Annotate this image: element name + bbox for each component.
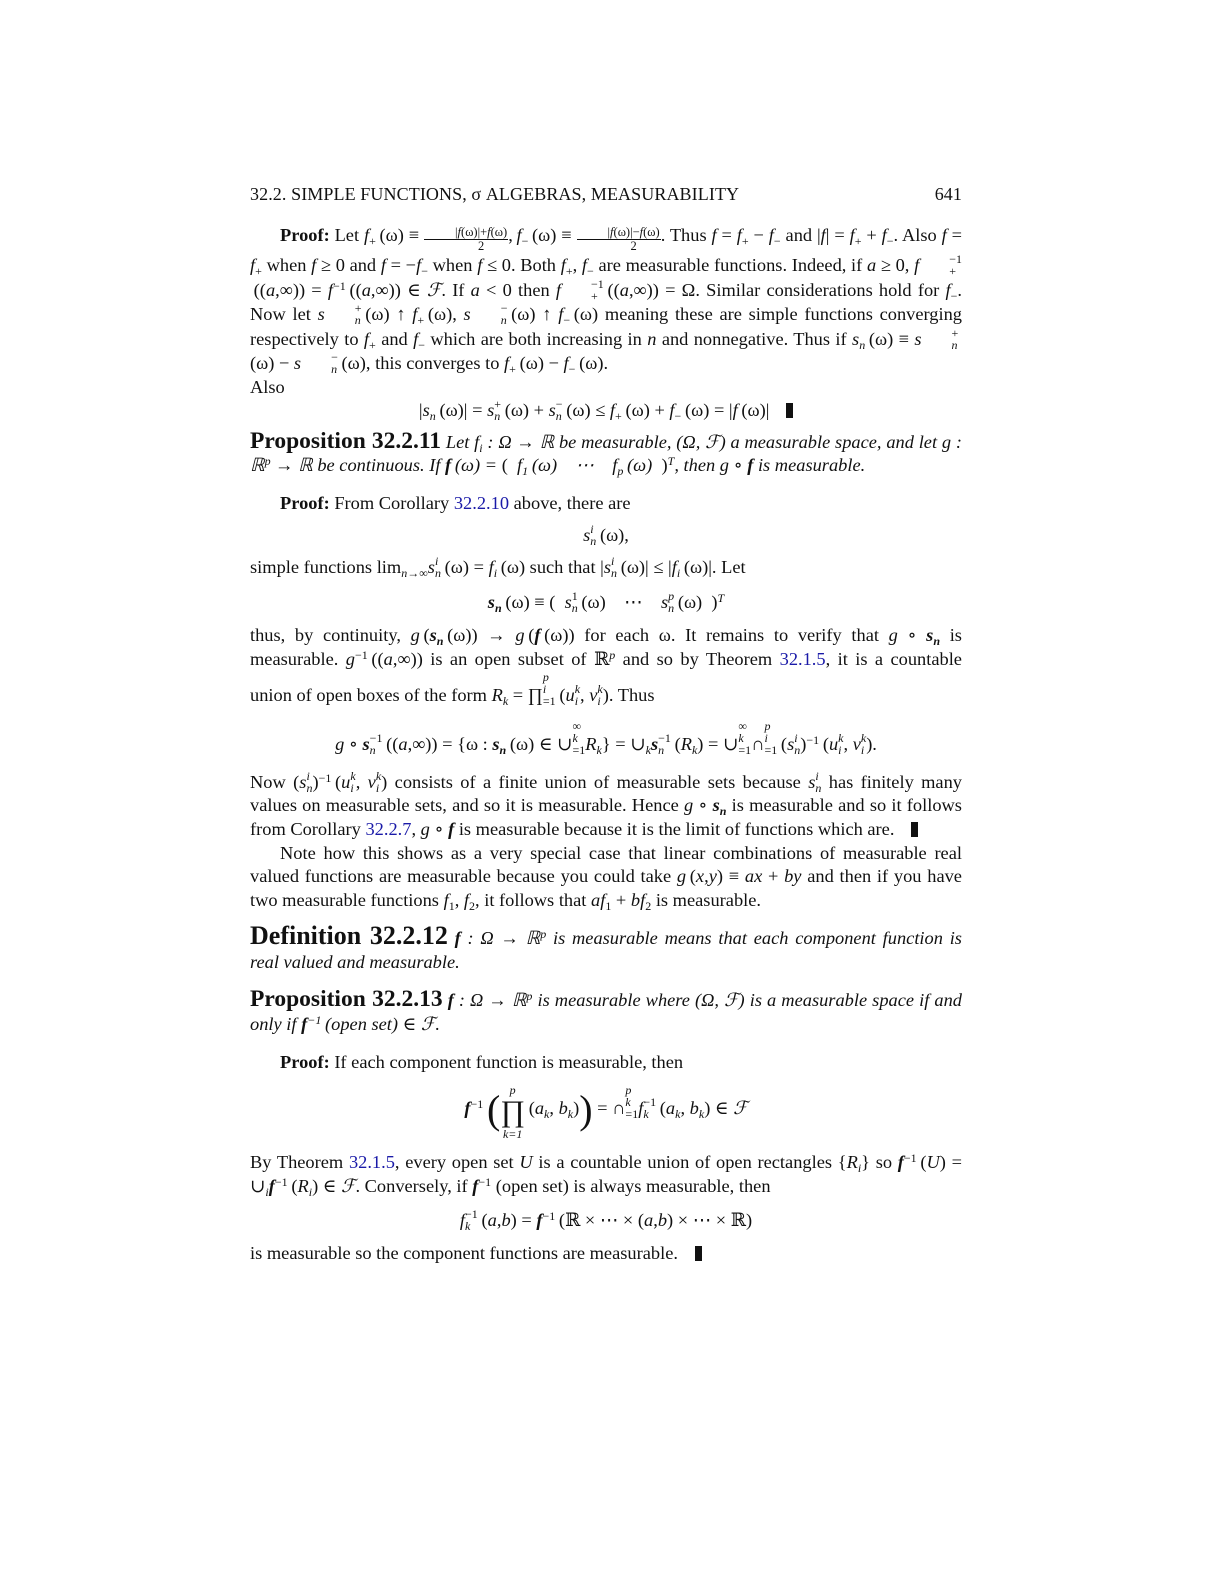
proof-paragraph-2: Proof: From Corollary 32.2.10 above, there are xyxy=(280,492,631,513)
qed-mark xyxy=(786,403,793,418)
definition-label: Definition 32.2.12 xyxy=(250,921,448,951)
proof-label: Proof: xyxy=(280,225,330,245)
section-title: 32.2. SIMPLE FUNCTIONS, σ ALGEBRAS, MEASURABILITY xyxy=(250,184,740,204)
running-head xyxy=(250,182,962,210)
page-number: 641 xyxy=(934,184,962,204)
display-equation-product: $f^{-1}$ ( p ∏ k=1 ($a_k$, $b_k$)) = ∩ p k =1 f −1 k ($a_k$, $b_k$) ∈ ℱ xyxy=(464,1083,748,1142)
corollary-link-32-2-7[interactable]: 32.2.7 xyxy=(365,818,412,839)
theorem-link-32-1-5[interactable]: 32.1.5 xyxy=(348,1152,395,1173)
proof-paragraph-3b: By Theorem 32.1.5, every open set U is a countable union of open rectangles $\{R_i\}$ so $f^{-1}$ $(U) = \cup_if^{-1}$ $(R_i)$ ∈ ℱ. Conversely, if $f^{-1}$ (open set) is always measurable, then xyxy=(250,1151,962,1199)
display-equation-union: g ∘ s −1 n ((a,∞)) = {ω : $s_n$ (ω) ∈ ∪ ∞ k =1 $R_k$} = $\cup_ks$ −1 n $(R_k)$ = ∪ ∞ k =1 ∩ p i =1 (s i n )$^{-1}$ (u k i , v k i ). xyxy=(335,718,877,757)
display-equation-sn: $s_n$ (ω) ≡ ( s 1 n (ω) ⋯ s p n (ω) )$^T$ xyxy=(487,588,725,615)
proof-paragraph-2b: simple functions $\lim_{n\to\infty}s$ i n $(\omega) = f_i$ (ω) such that |s i n $(\omega)| \le |f_i$ (ω)|. Let xyxy=(250,554,746,581)
display-equation-abs: $|s_n$ (ω)| = s + n (ω) + s − n $(\omega) \le f_+$ $(\omega) + f_-$ (ω) = |f (ω)| xyxy=(250,396,962,424)
proof-paragraph-2d: Now (s i n )$^{-1}$ (u k i , v k i ) consists of a finite union of measurable sets because s i n has finitely many values on measurable sets, and so it is measurable. Hence g ∘ $s_n$ is measurable and so it follows from Corollary 32.2.7, g ∘ f is measurable because it is the limit of functions which are. xyxy=(250,768,962,839)
qed-mark xyxy=(911,822,918,837)
proposition-32-2-11: Proposition 32.2.11 Let $f_i$ : Ω → ℝ be measurable, (Ω, ℱ) a measurable space, and let g : ℝ$^p$ → ℝ be continuous. If f (ω) = ( $f_1$ (ω) ⋯ $f_p$ (ω) )$^T$, then g ∘ f is measurable. xyxy=(250,427,962,479)
theorem-link-32-1-5[interactable]: 32.1.5 xyxy=(779,648,826,669)
proof-paragraph-3: Proof: If each component function is measurable, then xyxy=(280,1051,684,1072)
display-equation-sin: s i n (ω), xyxy=(583,522,629,549)
proof-paragraph-3c: is measurable so the component functions are measurable. xyxy=(250,1242,962,1266)
corollary-link-32-2-10[interactable]: 32.2.10 xyxy=(453,492,510,513)
display-equation-component: f −1 k $(a,b) = f^{-1}$ (ℝ × ⋯ × (a,b) × ⋯ × ℝ) xyxy=(459,1207,753,1234)
definition-32-2-12: Definition 32.2.12 f : Ω → ℝ$^p$ is measurable means that each component function is real valued and measurable. xyxy=(250,921,962,972)
note-paragraph: Note how this shows as a very special case that linear combinations of measurable real valued functions are measurable because you could take g (x,y) ≡ ax + by and then if you have two measurable functions $f_1$, $f_2$, it follows that $af_1 + bf_2$ is measurable. xyxy=(250,842,962,913)
proposition-label: Proposition 32.2.13 xyxy=(250,986,443,1013)
page xyxy=(250,182,962,1266)
proposition-label: Proposition 32.2.11 xyxy=(250,427,442,454)
proof-paragraph-1: Proof: Let $f_+$ (ω) ≡ $\frac{|f(\omega)|+f(\omega)}{2}$ , $f_-$ (ω) ≡ $\frac{|f(\omega)|-f(\omega)}{2}$ . Thus $f = f_+ - f_-$ and $|f| = f_+ + f_-$. Also $f = f_+$ when f ≥ 0 and $f = -f_-$ when f ≤ 0. Both $f_+$, $f_-$ are measurable functions. Indeed, if a ≥ 0, f −1 + $((a,\infty)) = f^{-1}$ ((a,∞)) ∈ ℱ. If a < 0 then f −1 + ((a,∞)) = Ω. Similar considerations hold for $f_-$. Now let s + n (ω) ↑ $f_+$ (ω), s − n (ω) ↑ $f_-$ (ω) meaning these are simple functions converging respectively to $f_+$ and $f_-$ which are both increasing in n and nonnegative. Thus if $s_n$ (ω) ≡ s + n (ω) − s − n (ω), this converges to $f_+$ $(\omega) - f_-$ (ω). Also xyxy=(250,225,962,397)
qed-mark xyxy=(695,1246,702,1261)
proposition-32-2-13: Proposition 32.2.13 f : Ω → ℝ$^p$ is measurable where (Ω, ℱ) is a measurable space if and only if $f^{-1}$ (open set) ∈ ℱ. xyxy=(250,986,962,1035)
proof-paragraph-2c: thus, by continuity, g ($s_n$ (ω)) → g (f (ω)) for each ω. It remains to verify that g ∘ $s_n$ is measurable. $g^{-1}$ ((a,∞)) is an open subset of ℝ$^p$ and so by Theorem 32.1.5, it is a countable union of open boxes of the form $R_k$ = ∏ p i =1 (u k i , v k i ). Thus xyxy=(250,624,962,709)
